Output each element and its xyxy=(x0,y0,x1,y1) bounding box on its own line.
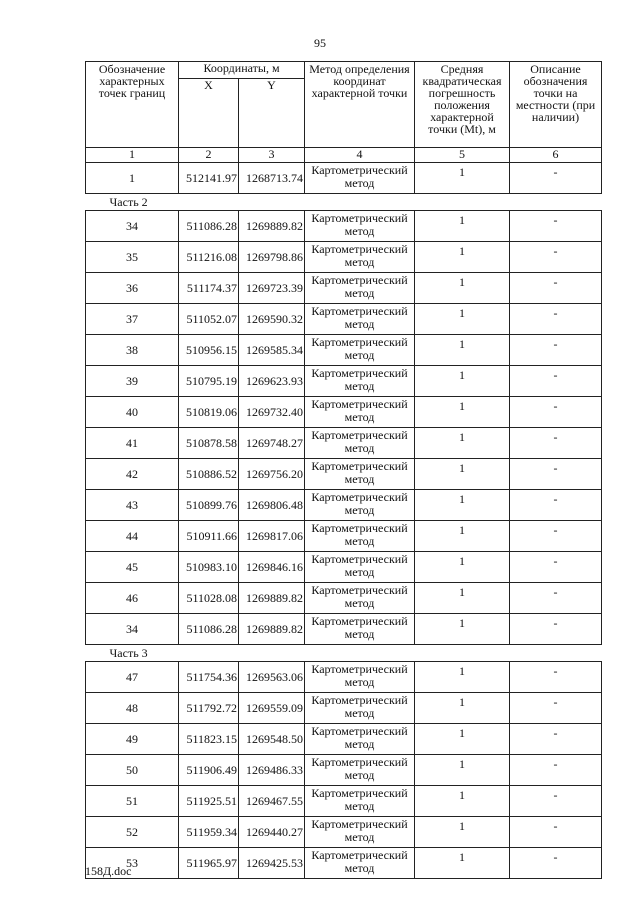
error-cell: 1 xyxy=(415,848,510,879)
header-description: Описание обозначения точки на местности (при наличии) xyxy=(510,62,602,148)
description-cell: - xyxy=(510,490,602,521)
point-cell: 40 xyxy=(86,397,179,428)
x-cell: 510956.15 xyxy=(179,335,239,366)
table-row xyxy=(86,552,602,583)
x-cell: 511052.07 xyxy=(179,304,239,335)
header-method: Метод определения координат характерной точки xyxy=(305,62,415,148)
x-cell: 511086.28 xyxy=(179,614,239,645)
table-row xyxy=(86,848,602,879)
x-cell: 511216.08 xyxy=(179,242,239,273)
column-number-row xyxy=(86,148,602,163)
x-cell: 511959.34 xyxy=(179,817,239,848)
point-cell: 36 xyxy=(86,273,179,304)
y-cell: 1269590.32 xyxy=(239,304,305,335)
method-cell: Картометрический метод xyxy=(305,724,415,755)
error-cell: 1 xyxy=(415,662,510,693)
y-cell: 1269563.06 xyxy=(239,662,305,693)
x-cell: 510983.10 xyxy=(179,552,239,583)
description-cell: - xyxy=(510,614,602,645)
y-cell: 1269559.09 xyxy=(239,693,305,724)
error-cell: 1 xyxy=(415,552,510,583)
error-cell: 1 xyxy=(415,163,510,194)
table-row xyxy=(86,428,602,459)
y-cell: 1269732.40 xyxy=(239,397,305,428)
section-label: Часть 2 xyxy=(86,194,602,211)
column-number: 3 xyxy=(239,148,305,163)
description-cell: - xyxy=(510,366,602,397)
column-number: 2 xyxy=(179,148,239,163)
method-cell: Картометрический метод xyxy=(305,662,415,693)
table-row xyxy=(86,693,602,724)
column-number: 1 xyxy=(86,148,179,163)
x-cell: 510878.58 xyxy=(179,428,239,459)
method-cell: Картометрический метод xyxy=(305,242,415,273)
error-cell: 1 xyxy=(415,211,510,242)
coordinates-table xyxy=(85,61,602,879)
point-cell: 42 xyxy=(86,459,179,490)
error-cell: 1 xyxy=(415,273,510,304)
method-cell: Картометрический метод xyxy=(305,304,415,335)
table-row xyxy=(86,662,602,693)
description-cell: - xyxy=(510,786,602,817)
table-row xyxy=(86,242,602,273)
table-row xyxy=(86,817,602,848)
description-cell: - xyxy=(510,304,602,335)
description-cell: - xyxy=(510,163,602,194)
error-cell: 1 xyxy=(415,490,510,521)
y-cell: 1269585.34 xyxy=(239,335,305,366)
description-cell: - xyxy=(510,552,602,583)
section-label: Часть 3 xyxy=(86,645,602,662)
column-number: 4 xyxy=(305,148,415,163)
method-cell: Картометрический метод xyxy=(305,693,415,724)
table-row xyxy=(86,786,602,817)
column-number: 5 xyxy=(415,148,510,163)
y-cell: 1269798.86 xyxy=(239,242,305,273)
method-cell: Картометрический метод xyxy=(305,163,415,194)
point-cell: 50 xyxy=(86,755,179,786)
point-cell: 49 xyxy=(86,724,179,755)
table-row xyxy=(86,163,602,194)
y-cell: 1269846.16 xyxy=(239,552,305,583)
y-cell: 1269756.20 xyxy=(239,459,305,490)
error-cell: 1 xyxy=(415,242,510,273)
point-cell: 39 xyxy=(86,366,179,397)
y-cell: 1269486.33 xyxy=(239,755,305,786)
x-cell: 511792.72 xyxy=(179,693,239,724)
error-cell: 1 xyxy=(415,614,510,645)
error-cell: 1 xyxy=(415,817,510,848)
header-designation: Обозначение характерных точек границ xyxy=(86,62,179,148)
y-cell: 1269548.50 xyxy=(239,724,305,755)
table-row xyxy=(86,490,602,521)
x-cell: 510911.66 xyxy=(179,521,239,552)
method-cell: Картометрический метод xyxy=(305,552,415,583)
error-cell: 1 xyxy=(415,366,510,397)
point-cell: 52 xyxy=(86,817,179,848)
method-cell: Картометрический метод xyxy=(305,490,415,521)
point-cell: 48 xyxy=(86,693,179,724)
method-cell: Картометрический метод xyxy=(305,335,415,366)
method-cell: Картометрический метод xyxy=(305,755,415,786)
x-cell: 511965.97 xyxy=(179,848,239,879)
description-cell: - xyxy=(510,211,602,242)
method-cell: Картометрический метод xyxy=(305,366,415,397)
header-y: Y xyxy=(239,79,305,148)
point-cell: 43 xyxy=(86,490,179,521)
y-cell: 1269817.06 xyxy=(239,521,305,552)
error-cell: 1 xyxy=(415,786,510,817)
y-cell: 1269889.82 xyxy=(239,211,305,242)
page-number: 95 xyxy=(314,36,326,50)
x-cell: 510819.06 xyxy=(179,397,239,428)
method-cell: Картометрический метод xyxy=(305,817,415,848)
x-cell: 511754.36 xyxy=(179,662,239,693)
y-cell: 1269723.39 xyxy=(239,273,305,304)
x-cell: 511086.28 xyxy=(179,211,239,242)
x-cell: 511906.49 xyxy=(179,755,239,786)
description-cell: - xyxy=(510,397,602,428)
method-cell: Картометрический метод xyxy=(305,397,415,428)
x-cell: 510886.52 xyxy=(179,459,239,490)
description-cell: - xyxy=(510,755,602,786)
description-cell: - xyxy=(510,242,602,273)
table-row xyxy=(86,397,602,428)
table-row xyxy=(86,304,602,335)
error-cell: 1 xyxy=(415,583,510,614)
y-cell: 1269440.27 xyxy=(239,817,305,848)
method-cell: Картометрический метод xyxy=(305,786,415,817)
table-row xyxy=(86,521,602,552)
error-cell: 1 xyxy=(415,428,510,459)
error-cell: 1 xyxy=(415,521,510,552)
description-cell: - xyxy=(510,521,602,552)
y-cell: 1269889.82 xyxy=(239,614,305,645)
point-cell: 47 xyxy=(86,662,179,693)
column-number: 6 xyxy=(510,148,602,163)
point-cell: 38 xyxy=(86,335,179,366)
method-cell: Картометрический метод xyxy=(305,583,415,614)
error-cell: 1 xyxy=(415,397,510,428)
y-cell: 1269889.82 xyxy=(239,583,305,614)
method-cell: Картометрический метод xyxy=(305,273,415,304)
description-cell: - xyxy=(510,693,602,724)
point-cell: 34 xyxy=(86,614,179,645)
y-cell: 1269748.27 xyxy=(239,428,305,459)
x-cell: 510899.76 xyxy=(179,490,239,521)
x-cell: 510795.19 xyxy=(179,366,239,397)
description-cell: - xyxy=(510,817,602,848)
y-cell: 1269806.48 xyxy=(239,490,305,521)
error-cell: 1 xyxy=(415,755,510,786)
method-cell: Картометрический метод xyxy=(305,614,415,645)
x-cell: 511174.37 xyxy=(179,273,239,304)
table-row xyxy=(86,724,602,755)
y-cell: 1269623.93 xyxy=(239,366,305,397)
point-cell: 35 xyxy=(86,242,179,273)
description-cell: - xyxy=(510,662,602,693)
y-cell: 1269425.53 xyxy=(239,848,305,879)
table-row xyxy=(86,366,602,397)
point-cell: 44 xyxy=(86,521,179,552)
header-coordinates: Координаты, м xyxy=(179,62,305,79)
section-header-row xyxy=(86,194,602,211)
description-cell: - xyxy=(510,273,602,304)
y-cell: 1269467.55 xyxy=(239,786,305,817)
method-cell: Картометрический метод xyxy=(305,521,415,552)
description-cell: - xyxy=(510,848,602,879)
header-x: X xyxy=(179,79,239,148)
description-cell: - xyxy=(510,724,602,755)
point-cell: 51 xyxy=(86,786,179,817)
point-cell: 45 xyxy=(86,552,179,583)
x-cell: 511028.08 xyxy=(179,583,239,614)
x-cell: 512141.97 xyxy=(179,163,239,194)
y-cell: 1268713.74 xyxy=(239,163,305,194)
table-body xyxy=(86,148,602,879)
description-cell: - xyxy=(510,335,602,366)
point-cell: 53 xyxy=(86,848,179,879)
header-error: Средняя квадратическая погрешность положения характерной точки (Mt), м xyxy=(415,62,510,148)
table-row xyxy=(86,273,602,304)
point-cell: 34 xyxy=(86,211,179,242)
x-cell: 511925.51 xyxy=(179,786,239,817)
error-cell: 1 xyxy=(415,459,510,490)
error-cell: 1 xyxy=(415,693,510,724)
error-cell: 1 xyxy=(415,304,510,335)
method-cell: Картометрический метод xyxy=(305,848,415,879)
point-cell: 1 xyxy=(86,163,179,194)
error-cell: 1 xyxy=(415,724,510,755)
table-row xyxy=(86,459,602,490)
description-cell: - xyxy=(510,428,602,459)
point-cell: 37 xyxy=(86,304,179,335)
table-row xyxy=(86,211,602,242)
point-cell: 46 xyxy=(86,583,179,614)
description-cell: - xyxy=(510,583,602,614)
error-cell: 1 xyxy=(415,335,510,366)
method-cell: Картометрический метод xyxy=(305,211,415,242)
point-cell: 41 xyxy=(86,428,179,459)
table-row xyxy=(86,335,602,366)
method-cell: Картометрический метод xyxy=(305,428,415,459)
method-cell: Картометрический метод xyxy=(305,459,415,490)
table-row xyxy=(86,583,602,614)
x-cell: 511823.15 xyxy=(179,724,239,755)
description-cell: - xyxy=(510,459,602,490)
footer-filename: 158Д.doc xyxy=(85,864,132,878)
table-row xyxy=(86,755,602,786)
section-header-row xyxy=(86,645,602,662)
table-row xyxy=(86,614,602,645)
